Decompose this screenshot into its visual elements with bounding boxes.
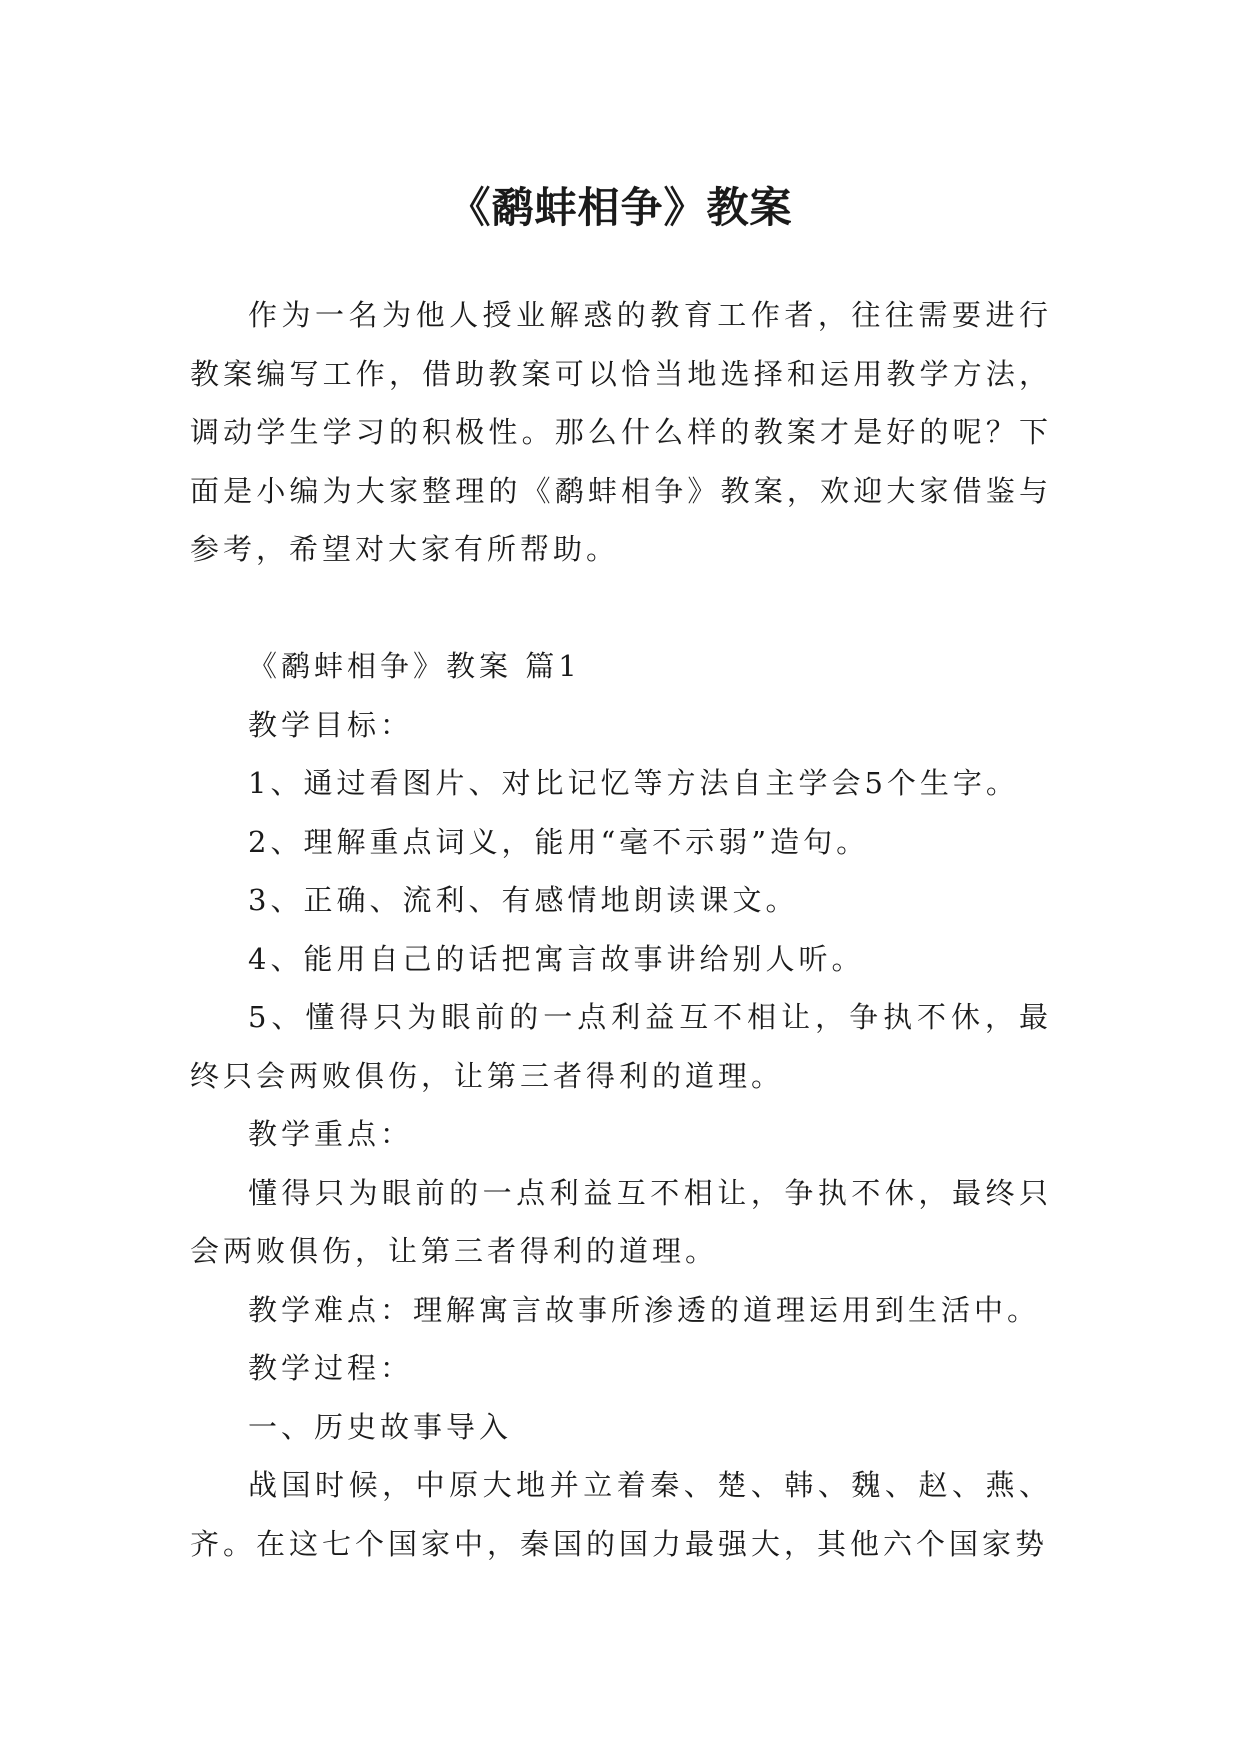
process-step-heading: 一、历史故事导入	[248, 1409, 513, 1444]
section-heading: 《鹬蚌相争》教案 篇1	[248, 649, 581, 683]
goal-item: 3、正确、流利、有感情地朗读课文。	[248, 883, 799, 917]
goal-item: 1、通过看图片、对比记忆等方法自主学会5个生字。	[248, 766, 1019, 800]
document-title: 《鹬蚌相争》教案	[448, 183, 793, 233]
key-points-text: 懂得只为眼前的一点利益互不相让，争执不休，最终只会两败俱伤，让第三者得利的道理。	[190, 1175, 1052, 1268]
story-paragraph: 战国时候，中原大地并立着秦、楚、韩、魏、赵、燕、齐。在这七个国家中，秦国的国力最强大，其他六个国家势	[190, 1468, 1052, 1561]
difficulty-text: 教学难点：理解寓言故事所渗透的道理运用到生活中。	[248, 1292, 1041, 1327]
goal-item: 2、理解重点词义，能用“毫不示弱”造句。	[248, 824, 870, 859]
goal-item: 5、懂得只为眼前的一点利益互不相让，争执不休，最终只会两败俱伤，让第三者得利的道理。	[190, 1000, 1052, 1093]
goal-item: 4、能用自己的话把寓言故事讲给别人听。	[248, 941, 865, 976]
document-body	[190, 286, 1052, 1573]
subheading-process: 教学过程：	[248, 1351, 414, 1385]
subheading-key-points: 教学重点：	[248, 1117, 414, 1151]
subheading-teaching-goals: 教学目标：	[248, 707, 414, 742]
intro-paragraph: 作为一名为他人授业解惑的教育工作者，往往需要进行教案编写工作，借助教案可以恰当地选择和运用教学方法，调动学生学习的积极性。那么什么样的教案才是好的呢？下面是小编为大家整理的《鹬蚌相争》教案，欢迎大家借鉴与参考，希望对大家有所帮助。	[190, 298, 1052, 566]
